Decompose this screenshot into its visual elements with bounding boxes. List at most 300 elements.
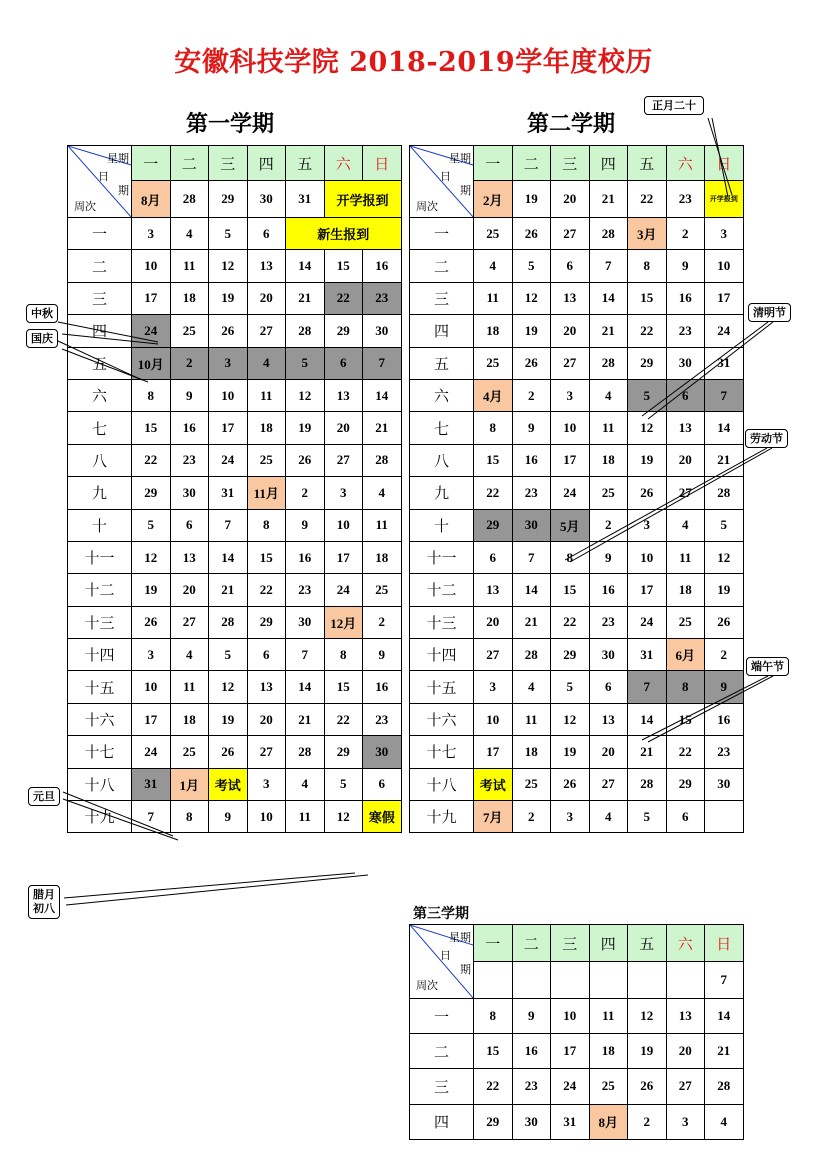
day-cell: 31 (132, 768, 171, 800)
day-cell: 5 (551, 671, 590, 703)
day-cell: 14 (705, 412, 744, 444)
day-cell: 10 (705, 250, 744, 282)
day-cell: 13 (551, 282, 590, 314)
day-cell: 2月 (474, 181, 513, 218)
day-cell: 21 (286, 703, 325, 735)
corner-date-label: 期 (460, 963, 471, 976)
day-cell: 18 (474, 315, 513, 347)
day-cell: 3 (551, 379, 590, 411)
week-number: 十二 (68, 574, 132, 606)
day-cell (589, 962, 628, 999)
day-cell: 13 (324, 379, 363, 411)
week-number: 十一 (68, 541, 132, 573)
day-cell: 27 (551, 347, 590, 379)
day-cell: 10 (247, 801, 286, 833)
day-cell: 20 (247, 703, 286, 735)
week-number: 七 (410, 412, 474, 444)
day-cell (628, 962, 667, 999)
week-number: 一 (68, 218, 132, 250)
day-cell: 12 (324, 801, 363, 833)
week-row (68, 801, 402, 833)
week-row (410, 282, 744, 314)
corner-date-label: 期 (118, 184, 129, 197)
day-cell: 30 (286, 606, 325, 638)
day-cell: 7 (512, 541, 551, 573)
day-cell: 7月 (474, 801, 513, 833)
weekday-header: 五 (286, 146, 325, 181)
day-cell: 25 (247, 444, 286, 476)
week-number: 十四 (410, 639, 474, 671)
day-cell: 24 (705, 315, 744, 347)
day-cell: 5月 (551, 509, 590, 541)
day-cell: 6 (666, 801, 705, 833)
day-cell: 21 (628, 736, 667, 768)
day-cell: 29 (551, 639, 590, 671)
day-cell: 9 (209, 801, 248, 833)
callout-national-day: 国庆 (26, 329, 58, 348)
day-cell: 14 (363, 379, 402, 411)
week-row (410, 509, 744, 541)
page-title: 安徽科技学院 2018-2019学年度校历 (174, 47, 653, 78)
day-cell: 7 (705, 962, 744, 999)
day-cell: 24 (551, 1069, 590, 1104)
week-number: 九 (68, 477, 132, 509)
day-cell: 27 (551, 218, 590, 250)
week-number: 十一 (410, 541, 474, 573)
week-number: 十三 (68, 606, 132, 638)
day-cell: 30 (363, 736, 402, 768)
day-cell: 30 (512, 1104, 551, 1139)
day-cell: 9 (512, 999, 551, 1034)
day-cell: 16 (170, 412, 209, 444)
weekday-header: 三 (551, 146, 590, 181)
day-cell: 2 (589, 509, 628, 541)
day-cell: 17 (209, 412, 248, 444)
week-row (68, 250, 402, 282)
weekday-header: 日 (363, 146, 402, 181)
week-number: 三 (68, 282, 132, 314)
day-cell: 3 (666, 1104, 705, 1139)
day-cell: 15 (474, 444, 513, 476)
day-cell: 5 (628, 379, 667, 411)
day-cell: 22 (324, 282, 363, 314)
day-cell: 25 (666, 606, 705, 638)
day-cell: 20 (589, 736, 628, 768)
day-cell: 26 (512, 218, 551, 250)
day-cell: 3 (628, 509, 667, 541)
corner-day-label: 日 (440, 949, 451, 962)
semester-2-label: 第二学期 (527, 112, 616, 137)
day-cell: 5 (132, 509, 171, 541)
callout-labor-day: 劳动节 (745, 429, 788, 448)
day-cell: 3 (209, 347, 248, 379)
day-cell: 9 (512, 412, 551, 444)
week-number: 四 (68, 315, 132, 347)
week-number: 三 (410, 1069, 474, 1104)
callout-dragon-boat: 端午节 (746, 657, 789, 676)
day-cell: 5 (209, 218, 248, 250)
day-cell: 10 (132, 671, 171, 703)
day-cell: 5 (209, 639, 248, 671)
day-cell: 21 (705, 444, 744, 476)
day-cell: 26 (286, 444, 325, 476)
day-cell: 9 (363, 639, 402, 671)
corner-week-label: 周次 (416, 979, 438, 992)
day-cell: 寒假 (363, 801, 402, 833)
week-number: 七 (68, 412, 132, 444)
day-cell: 1月 (170, 768, 209, 800)
day-cell: 7 (363, 347, 402, 379)
week-number: 十 (68, 509, 132, 541)
day-cell: 31 (705, 347, 744, 379)
day-cell: 24 (132, 315, 171, 347)
day-cell: 16 (286, 541, 325, 573)
day-cell: 19 (209, 703, 248, 735)
day-cell: 4 (474, 250, 513, 282)
day-cell: 12 (132, 541, 171, 573)
day-cell: 10月 (132, 347, 171, 379)
day-cell: 7 (628, 671, 667, 703)
day-cell: 18 (666, 574, 705, 606)
weekday-header: 三 (209, 146, 248, 181)
callout-zhengyue: 正月二十 (644, 96, 704, 115)
day-cell: 29 (474, 1104, 513, 1139)
day-cell: 14 (512, 574, 551, 606)
corner-week-label: 周次 (416, 200, 438, 213)
day-cell: 5 (705, 509, 744, 541)
week-number: 一 (410, 999, 474, 1034)
day-cell: 19 (512, 315, 551, 347)
day-cell: 11 (170, 671, 209, 703)
day-cell: 10 (132, 250, 171, 282)
semester-2-calendar (409, 145, 744, 833)
day-cell: 20 (666, 444, 705, 476)
corner-day-label: 日 (440, 170, 451, 183)
week-number: 十八 (410, 768, 474, 800)
day-cell: 2 (512, 801, 551, 833)
day-cell: 22 (324, 703, 363, 735)
week-number: 十六 (68, 703, 132, 735)
week-row (410, 801, 744, 833)
callout-laba-line2: 初八 (33, 902, 55, 915)
day-cell: 4 (363, 477, 402, 509)
day-cell (705, 801, 744, 833)
week-number: 十九 (68, 801, 132, 833)
day-cell: 29 (666, 768, 705, 800)
week-row (410, 703, 744, 735)
day-cell: 8 (474, 412, 513, 444)
day-cell: 6 (247, 218, 286, 250)
day-cell: 6 (551, 250, 590, 282)
weekday-header: 日 (705, 146, 744, 181)
week-row (410, 1104, 744, 1139)
day-cell: 27 (666, 1069, 705, 1104)
day-cell: 22 (628, 181, 667, 218)
weekday-header: 一 (474, 146, 513, 181)
day-cell: 28 (286, 315, 325, 347)
day-cell: 4 (589, 379, 628, 411)
week-row (410, 444, 744, 476)
day-cell: 17 (551, 1034, 590, 1069)
corner-header (410, 925, 474, 999)
day-cell: 6 (324, 347, 363, 379)
weekday-header: 二 (512, 146, 551, 181)
day-cell: 4 (247, 347, 286, 379)
week-row (68, 639, 402, 671)
day-cell (474, 962, 513, 999)
day-cell: 29 (324, 315, 363, 347)
day-cell: 29 (132, 477, 171, 509)
day-cell: 21 (512, 606, 551, 638)
day-cell: 29 (209, 181, 248, 218)
day-cell: 17 (551, 444, 590, 476)
day-cell: 2 (170, 347, 209, 379)
day-cell: 3月 (628, 218, 667, 250)
week-number: 十 (410, 509, 474, 541)
day-cell: 17 (705, 282, 744, 314)
week-row (410, 412, 744, 444)
day-cell: 4 (666, 509, 705, 541)
day-cell: 15 (551, 574, 590, 606)
day-cell: 18 (589, 444, 628, 476)
day-cell: 28 (705, 1069, 744, 1104)
day-cell: 4 (170, 639, 209, 671)
week-row (68, 444, 402, 476)
day-cell: 18 (170, 703, 209, 735)
day-cell: 11 (363, 509, 402, 541)
week-row (68, 477, 402, 509)
week-row (68, 347, 402, 379)
day-cell: 30 (170, 477, 209, 509)
day-cell: 6 (170, 509, 209, 541)
day-cell: 15 (474, 1034, 513, 1069)
day-cell: 26 (209, 736, 248, 768)
day-cell: 6 (666, 379, 705, 411)
day-cell: 30 (705, 768, 744, 800)
day-cell: 8 (474, 999, 513, 1034)
day-cell: 23 (363, 282, 402, 314)
day-cell: 19 (705, 574, 744, 606)
day-cell: 27 (474, 639, 513, 671)
day-cell: 30 (666, 347, 705, 379)
day-cell: 10 (209, 379, 248, 411)
day-cell: 19 (628, 1034, 667, 1069)
day-cell: 11 (666, 541, 705, 573)
week-number: 六 (410, 379, 474, 411)
day-cell: 31 (209, 477, 248, 509)
day-cell: 24 (628, 606, 667, 638)
semester-3-calendar (409, 924, 744, 1140)
day-cell: 28 (363, 444, 402, 476)
week-number: 十五 (410, 671, 474, 703)
week-row (68, 606, 402, 638)
week-row (410, 639, 744, 671)
semester-3-label: 第三学期 (413, 906, 469, 922)
week-number: 二 (410, 250, 474, 282)
day-cell: 30 (363, 315, 402, 347)
day-cell: 11 (589, 412, 628, 444)
day-cell: 26 (628, 1069, 667, 1104)
day-cell: 16 (589, 574, 628, 606)
corner-date-label: 期 (460, 184, 471, 197)
day-cell: 15 (324, 671, 363, 703)
week-number: 十四 (68, 639, 132, 671)
day-cell: 19 (286, 412, 325, 444)
corner-weekday-label: 星期 (449, 152, 471, 165)
day-cell: 20 (666, 1034, 705, 1069)
week-number: 十九 (410, 801, 474, 833)
day-cell: 25 (474, 347, 513, 379)
day-cell: 21 (209, 574, 248, 606)
day-cell: 6 (474, 541, 513, 573)
day-cell: 9 (589, 541, 628, 573)
day-cell: 22 (551, 606, 590, 638)
week-number: 四 (410, 1104, 474, 1139)
day-cell: 23 (666, 315, 705, 347)
corner-day-label: 日 (98, 170, 109, 183)
week-number: 三 (410, 282, 474, 314)
day-cell: 16 (666, 282, 705, 314)
week-row (68, 315, 402, 347)
day-cell: 7 (705, 379, 744, 411)
day-cell: 27 (324, 444, 363, 476)
day-cell: 12 (551, 703, 590, 735)
day-cell: 20 (551, 181, 590, 218)
day-cell: 5 (324, 768, 363, 800)
day-cell: 12 (286, 379, 325, 411)
day-cell: 12 (628, 412, 667, 444)
week-row (410, 541, 744, 573)
day-cell: 10 (551, 999, 590, 1034)
day-cell: 考试 (209, 768, 248, 800)
day-cell: 5 (286, 347, 325, 379)
day-cell: 23 (589, 606, 628, 638)
day-cell: 23 (512, 477, 551, 509)
day-cell: 4月 (474, 379, 513, 411)
week-row (68, 379, 402, 411)
day-cell: 10 (551, 412, 590, 444)
semester-1-calendar (67, 145, 402, 833)
week-number: 十三 (410, 606, 474, 638)
day-cell: 25 (589, 1069, 628, 1104)
day-cell: 20 (247, 282, 286, 314)
day-cell: 开学报到 (705, 181, 744, 218)
week-number: 二 (68, 250, 132, 282)
day-cell: 3 (132, 639, 171, 671)
day-cell: 24 (324, 574, 363, 606)
weekday-header: 二 (512, 925, 551, 962)
day-cell: 6 (363, 768, 402, 800)
weekday-header: 日 (705, 925, 744, 962)
day-cell: 28 (628, 768, 667, 800)
week-row (68, 703, 402, 735)
day-cell: 28 (286, 736, 325, 768)
day-cell: 20 (324, 412, 363, 444)
week-row (410, 477, 744, 509)
day-cell: 9 (666, 250, 705, 282)
day-cell: 18 (512, 736, 551, 768)
week-number: 六 (68, 379, 132, 411)
week-number: 十七 (410, 736, 474, 768)
week-row (68, 412, 402, 444)
day-cell: 12月 (324, 606, 363, 638)
week-row (410, 768, 744, 800)
day-cell: 26 (628, 477, 667, 509)
day-cell: 9 (170, 379, 209, 411)
day-cell: 25 (170, 315, 209, 347)
day-cell: 8 (628, 250, 667, 282)
day-cell: 3 (705, 218, 744, 250)
day-cell: 17 (132, 703, 171, 735)
week-number: 八 (410, 444, 474, 476)
day-cell (512, 962, 551, 999)
day-cell: 8月 (132, 181, 171, 218)
day-cell: 2 (628, 1104, 667, 1139)
day-cell: 10 (324, 509, 363, 541)
day-cell: 3 (551, 801, 590, 833)
day-cell: 27 (247, 736, 286, 768)
week-row (410, 315, 744, 347)
day-cell: 20 (551, 315, 590, 347)
week-row (410, 347, 744, 379)
day-cell: 7 (209, 509, 248, 541)
day-cell: 8 (132, 379, 171, 411)
day-cell: 2 (512, 379, 551, 411)
day-cell (666, 962, 705, 999)
week-number: 十八 (68, 768, 132, 800)
corner-weekday-label: 星期 (449, 931, 471, 944)
day-cell: 15 (628, 282, 667, 314)
day-cell: 19 (551, 736, 590, 768)
day-cell: 7 (132, 801, 171, 833)
day-cell: 13 (474, 574, 513, 606)
week-row (410, 1069, 744, 1104)
day-cell: 17 (324, 541, 363, 573)
day-cell: 22 (666, 736, 705, 768)
week-row (410, 574, 744, 606)
day-cell: 25 (512, 768, 551, 800)
day-cell: 3 (132, 218, 171, 250)
day-cell: 21 (286, 282, 325, 314)
day-cell: 2 (666, 218, 705, 250)
callout-laba-line1: 腊月 (33, 888, 55, 901)
week-row (68, 768, 402, 800)
day-cell: 12 (209, 250, 248, 282)
week-row (410, 606, 744, 638)
day-cell: 3 (324, 477, 363, 509)
day-cell: 6月 (666, 639, 705, 671)
day-cell: 19 (512, 181, 551, 218)
day-cell: 18 (363, 541, 402, 573)
day-cell: 22 (628, 315, 667, 347)
week-row (410, 250, 744, 282)
day-cell: 28 (209, 606, 248, 638)
weekday-header: 四 (247, 146, 286, 181)
day-cell: 14 (589, 282, 628, 314)
week-row (410, 736, 744, 768)
day-cell: 新生报到 (286, 218, 402, 250)
day-cell: 15 (324, 250, 363, 282)
day-cell: 4 (705, 1104, 744, 1139)
day-cell: 13 (666, 412, 705, 444)
day-cell: 14 (286, 250, 325, 282)
day-cell: 22 (474, 477, 513, 509)
week-number: 八 (68, 444, 132, 476)
weekday-header: 三 (551, 925, 590, 962)
day-cell: 30 (589, 639, 628, 671)
day-cell: 12 (628, 999, 667, 1034)
day-cell: 29 (628, 347, 667, 379)
